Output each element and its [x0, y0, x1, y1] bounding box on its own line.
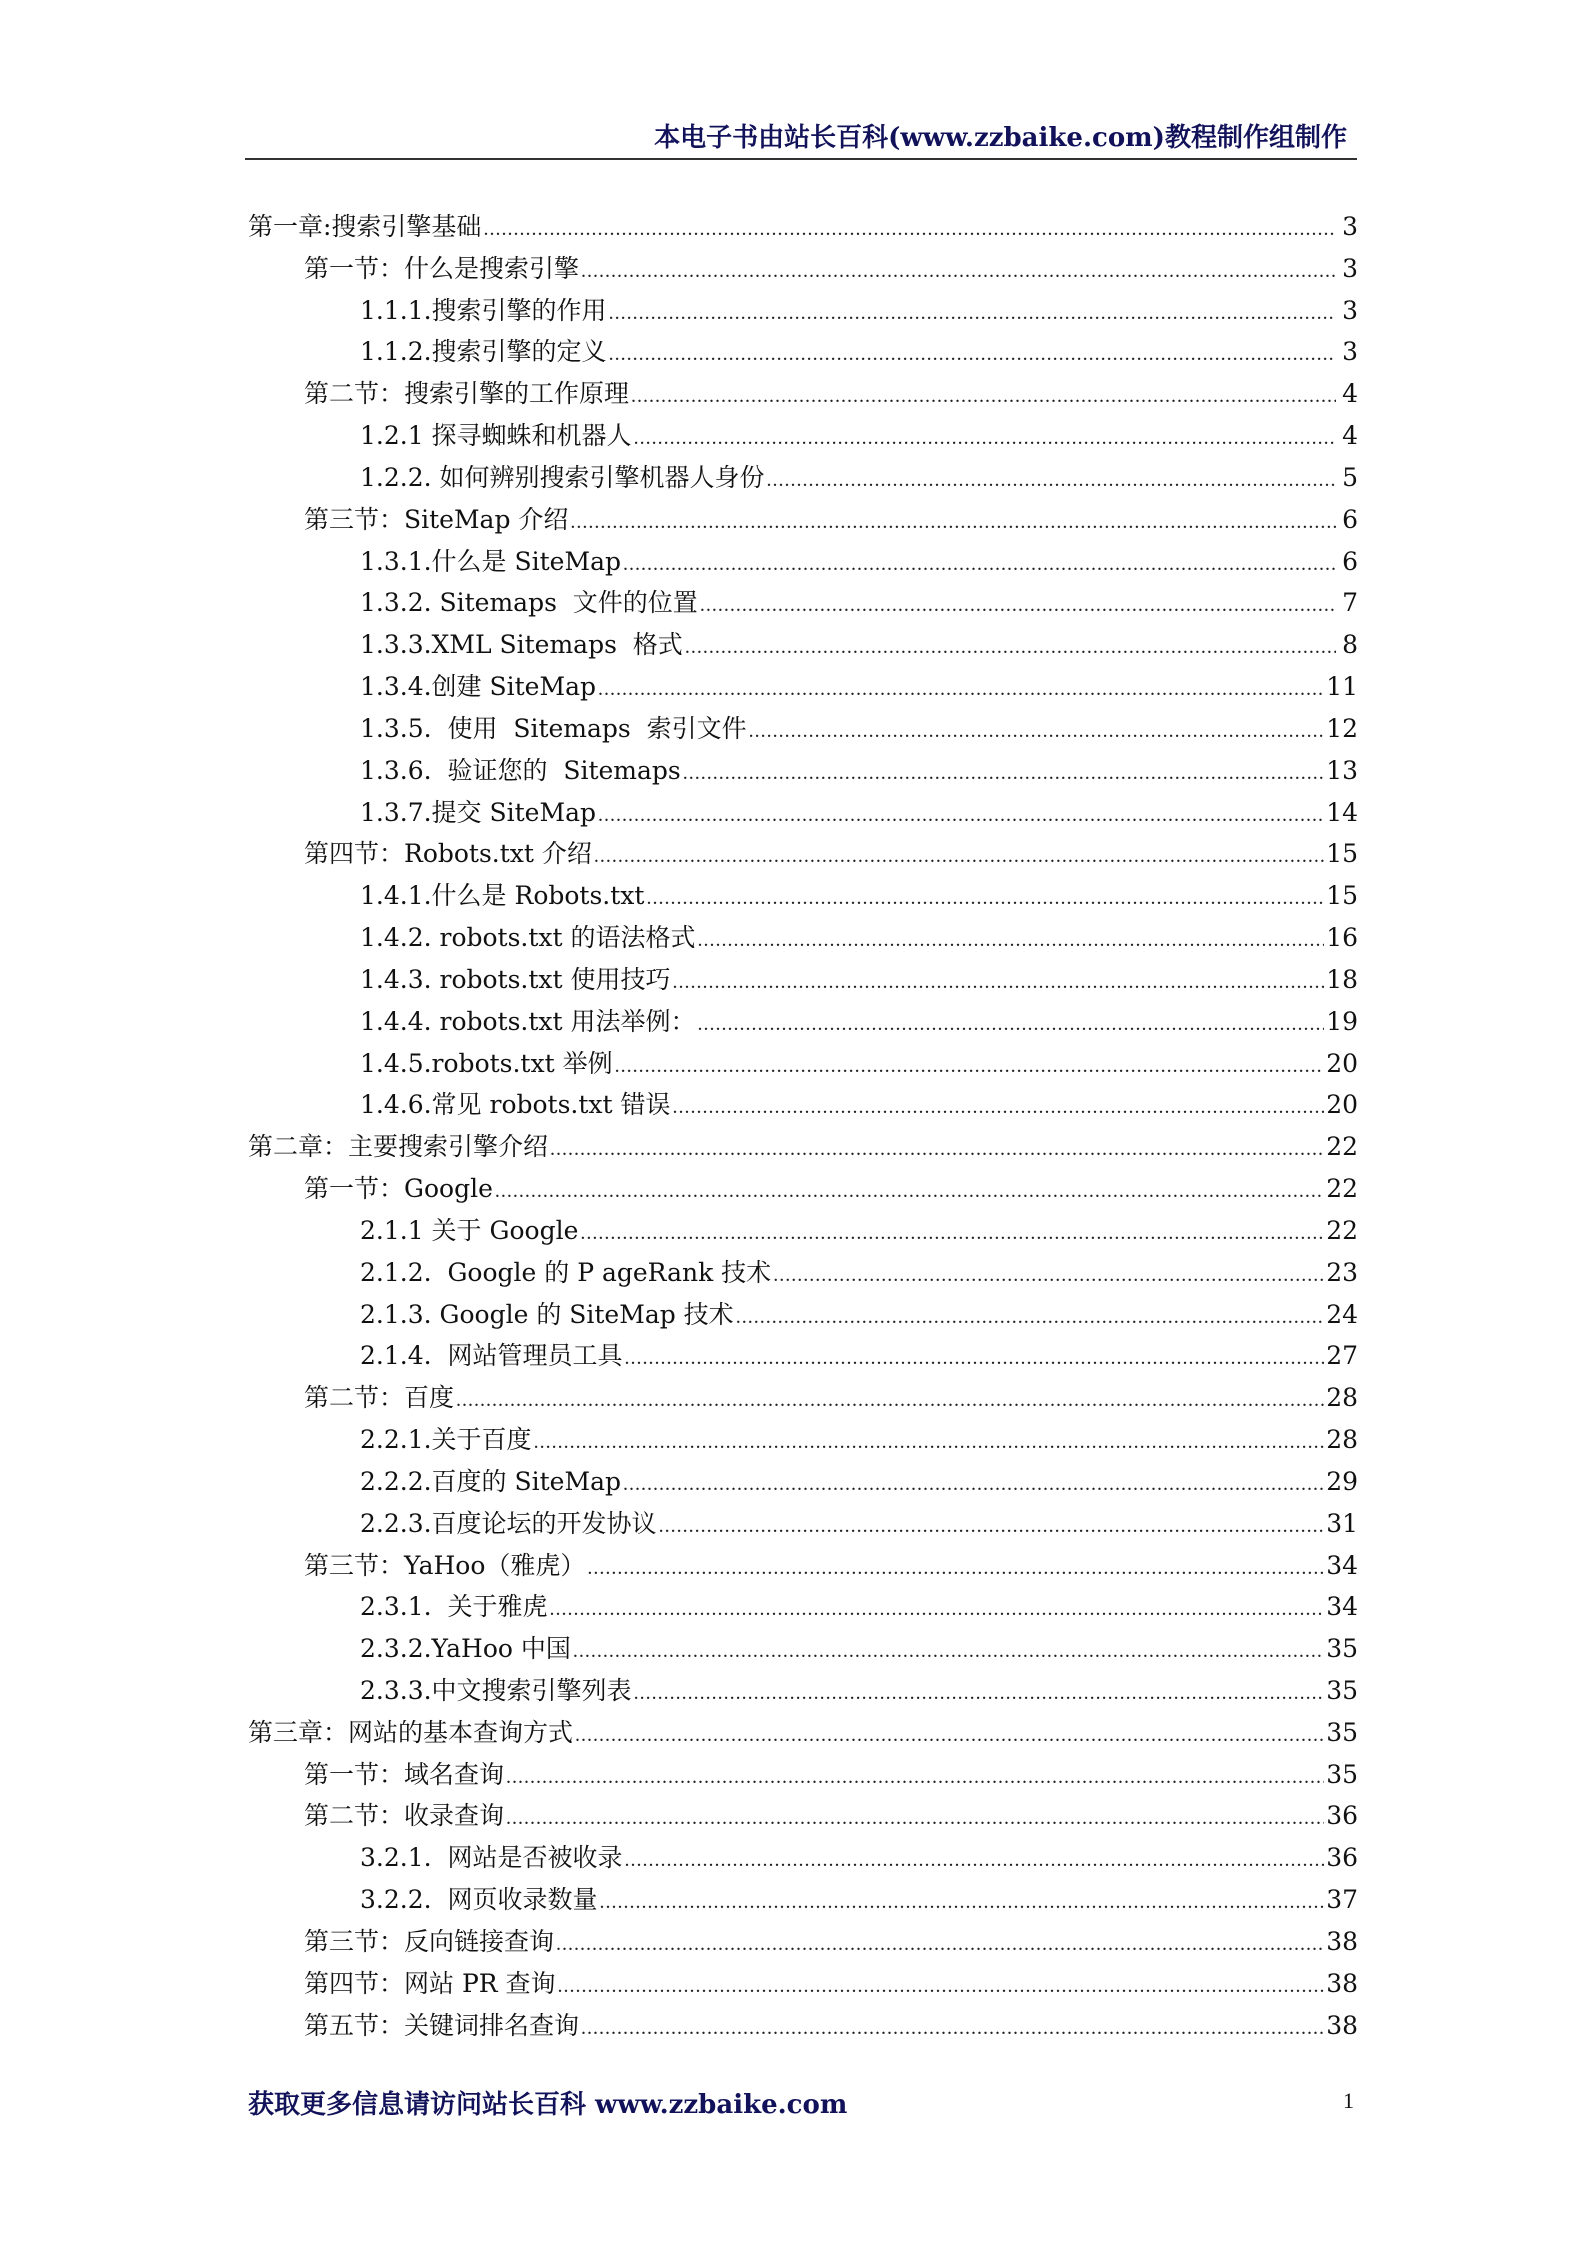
table-of-contents [248, 206, 1358, 2046]
toc-entry[interactable] [248, 1963, 1358, 2005]
toc-entry-page: 37 [1326, 1885, 1358, 1915]
toc-entry-label: 1.3.2. Sitemaps 文件的位置 [360, 588, 698, 618]
toc-entry[interactable] [248, 917, 1358, 959]
toc-entry[interactable] [248, 959, 1358, 1001]
toc-entry-page: 11 [1326, 672, 1358, 702]
toc-entry-page: 36 [1326, 1843, 1358, 1873]
toc-entry-page: 3 [1342, 212, 1358, 241]
toc-leader-dots [767, 460, 1336, 502]
toc-entry-page: 3 [1342, 253, 1358, 283]
toc-entry[interactable] [248, 331, 1358, 373]
toc-entry-page: 13 [1326, 755, 1358, 785]
toc-leader-dots [573, 1631, 1324, 1673]
toc-entry-label: 第一节：Google [304, 1174, 493, 1204]
toc-entry-page: 28 [1326, 1425, 1358, 1455]
toc-entry[interactable] [248, 1461, 1358, 1503]
toc-entry-label: 第三章：网站的基本查询方式 [248, 1717, 574, 1747]
toc-entry-label: 第三节：SiteMap 介绍 [304, 504, 569, 534]
toc-leader-dots [685, 627, 1336, 669]
toc-leader-dots [598, 795, 1324, 837]
toc-leader-dots [599, 1882, 1324, 1924]
toc-entry-label: 1.1.1.搜索引擎的作用 [360, 295, 607, 325]
toc-entry-page: 3 [1342, 295, 1358, 325]
toc-leader-dots [659, 1506, 1325, 1548]
toc-entry-page: 12 [1326, 713, 1358, 743]
toc-entry-label: 2.3.1. 关于雅虎 [360, 1592, 548, 1622]
toc-entry-label: 1.4.5.robots.txt 举例 [360, 1048, 613, 1078]
toc-entry[interactable] [248, 1126, 1358, 1168]
toc-leader-dots [549, 1589, 1324, 1631]
toc-entry[interactable] [248, 833, 1358, 875]
toc-entry-label: 第五节：关键词排名查询 [304, 2010, 580, 2040]
toc-entry-label: 2.1.4. 网站管理员工具 [360, 1341, 623, 1371]
toc-entry[interactable] [248, 1754, 1358, 1796]
toc-entry-label: 1.3.3.XML Sitemaps 格式 [360, 630, 683, 660]
toc-entry-label: 1.4.3. robots.txt 使用技巧 [360, 964, 671, 994]
toc-leader-dots [506, 1798, 1324, 1840]
toc-entry-page: 34 [1326, 1592, 1358, 1622]
toc-entry-page: 38 [1326, 2010, 1358, 2040]
toc-entry-page: 7 [1342, 588, 1358, 618]
toc-leader-dots [550, 1129, 1324, 1171]
toc-entry-label: 3.2.2. 网页收录数量 [360, 1885, 598, 1915]
toc-leader-dots [495, 1171, 1324, 1213]
toc-entry-page: 5 [1342, 462, 1358, 492]
toc-leader-dots [609, 293, 1336, 335]
toc-entry-page: 29 [1326, 1466, 1358, 1496]
toc-leader-dots [698, 920, 1325, 962]
toc-entry-page: 31 [1326, 1508, 1358, 1538]
toc-entry-label: 第四节：网站 PR 查询 [304, 1968, 556, 1998]
toc-leader-dots [673, 1087, 1325, 1129]
toc-leader-dots [634, 1673, 1325, 1715]
toc-entry-page: 20 [1326, 1048, 1358, 1078]
toc-leader-dots [624, 1338, 1324, 1380]
toc-entry-label: 1.3.6. 验证您的 Sitemaps [360, 755, 681, 785]
toc-entry[interactable] [248, 1043, 1358, 1085]
toc-entry[interactable] [248, 1837, 1358, 1879]
toc-entry-label: 1.3.7.提交 SiteMap [360, 797, 596, 827]
toc-leader-dots [609, 334, 1336, 376]
toc-entry-page: 22 [1326, 1132, 1358, 1162]
toc-entry[interactable] [248, 1335, 1358, 1377]
toc-entry-page: 36 [1326, 1801, 1358, 1831]
toc-entry-label: 1.3.5. 使用 Sitemaps 索引文件 [360, 713, 747, 743]
toc-entry-label: 第二节：收录查询 [304, 1801, 505, 1831]
page-header [245, 118, 1357, 160]
toc-entry[interactable] [248, 1252, 1358, 1294]
toc-entry[interactable] [248, 582, 1358, 624]
toc-leader-dots [698, 1004, 1325, 1046]
toc-entry[interactable] [248, 1084, 1358, 1126]
toc-entry-label: 2.3.2.YaHoo 中国 [360, 1634, 571, 1664]
toc-entry[interactable] [248, 1879, 1358, 1921]
toc-entry-label: 1.4.6.常见 robots.txt 错误 [360, 1090, 671, 1120]
toc-entry-page: 4 [1342, 379, 1358, 409]
toc-entry-label: 1.4.2. robots.txt 的语法格式 [360, 923, 696, 953]
toc-entry-label: 第四节：Robots.txt 介绍 [304, 839, 592, 869]
toc-entry[interactable] [248, 1586, 1358, 1628]
toc-entry-label: 第三节：反向链接查询 [304, 1926, 555, 1956]
toc-entry-label: 第一节：什么是搜索引擎 [304, 253, 580, 283]
toc-leader-dots [673, 962, 1325, 1004]
toc-entry-page: 19 [1326, 1006, 1358, 1036]
toc-entry-label: 1.3.1.什么是 SiteMap [360, 546, 621, 576]
toc-entry-label: 第二章：主要搜索引擎介绍 [248, 1132, 549, 1162]
toc-entry-label: 1.2.1 探寻蜘蛛和机器人 [360, 421, 632, 451]
toc-entry-label: 第三节：YaHoo（雅虎） [304, 1550, 586, 1580]
toc-entry-label: 1.1.2.搜索引擎的定义 [360, 337, 607, 367]
toc-leader-dots [556, 1924, 1324, 1966]
toc-leader-dots [700, 585, 1336, 627]
toc-leader-dots [483, 209, 1336, 251]
toc-entry-page: 38 [1326, 1968, 1358, 1998]
toc-entry-label: 1.4.1.什么是 Robots.txt [360, 881, 645, 911]
toc-entry[interactable] [248, 457, 1358, 499]
toc-entry-label: 3.2.1. 网站是否被收录 [360, 1843, 623, 1873]
toc-entry-label: 2.1.1 关于 Google [360, 1215, 579, 1245]
toc-entry-label: 1.4.4. robots.txt 用法举例： [360, 1006, 696, 1036]
toc-entry-page: 34 [1326, 1550, 1358, 1580]
toc-leader-dots [749, 711, 1325, 753]
header-text: 本电子书由站长百科(www.zzbaike.com)教程制作组制作 [654, 123, 1347, 153]
toc-entry-page: 27 [1326, 1341, 1358, 1371]
toc-leader-dots [594, 836, 1324, 878]
toc-entry-label: 1.2.2. 如何辨别搜索引擎机器人身份 [360, 462, 765, 492]
toc-entry-page: 35 [1326, 1759, 1358, 1789]
toc-entry[interactable] [248, 708, 1358, 750]
toc-leader-dots [598, 669, 1324, 711]
toc-entry[interactable] [248, 1168, 1358, 1210]
toc-leader-dots [506, 1757, 1324, 1799]
toc-leader-dots [736, 1297, 1325, 1339]
toc-entry[interactable] [248, 290, 1358, 332]
toc-entry[interactable] [248, 1712, 1358, 1754]
toc-entry-page: 35 [1326, 1675, 1358, 1705]
toc-entry-page: 8 [1342, 630, 1358, 660]
toc-entry-page: 24 [1326, 1299, 1358, 1329]
toc-entry[interactable] [248, 1670, 1358, 1712]
toc-leader-dots [581, 251, 1336, 293]
toc-leader-dots [683, 753, 1324, 795]
toc-leader-dots [773, 1255, 1324, 1297]
toc-entry-label: 2.2.2.百度的 SiteMap [360, 1466, 621, 1496]
toc-entry[interactable] [248, 248, 1358, 290]
toc-entry[interactable] [248, 666, 1358, 708]
toc-entry-page: 6 [1342, 546, 1358, 576]
toc-leader-dots [570, 502, 1336, 544]
toc-entry[interactable] [248, 415, 1358, 457]
toc-entry-page: 20 [1326, 1090, 1358, 1120]
toc-entry-page: 15 [1326, 839, 1358, 869]
toc-entry-page: 3 [1342, 337, 1358, 367]
toc-entry[interactable] [248, 1795, 1358, 1837]
toc-entry[interactable] [248, 373, 1358, 415]
toc-entry[interactable] [248, 1545, 1358, 1587]
toc-leader-dots [580, 1213, 1324, 1255]
toc-entry-label: 第一章:搜索引擎基础 [248, 212, 482, 241]
toc-leader-dots [534, 1422, 1325, 1464]
toc-leader-dots [615, 1046, 1325, 1088]
toc-leader-dots [558, 1966, 1325, 2008]
toc-entry-page: 28 [1326, 1383, 1358, 1413]
toc-entry-page: 18 [1326, 964, 1358, 994]
toc-entry-label: 第二节：搜索引擎的工作原理 [304, 379, 630, 409]
toc-entry[interactable] [248, 2005, 1358, 2047]
toc-entry-page: 14 [1326, 797, 1358, 827]
toc-entry-page: 16 [1326, 923, 1358, 953]
toc-leader-dots [575, 1715, 1324, 1757]
toc-entry[interactable] [248, 1628, 1358, 1670]
toc-entry-page: 22 [1326, 1174, 1358, 1204]
toc-entry[interactable] [248, 1001, 1358, 1043]
toc-entry[interactable] [248, 1503, 1358, 1545]
footer-text: 获取更多信息请访问站长百科 www.zzbaike.com [248, 2090, 848, 2120]
toc-entry-page: 15 [1326, 881, 1358, 911]
toc-entry-page: 38 [1326, 1926, 1358, 1956]
toc-entry-page: 22 [1326, 1215, 1358, 1245]
toc-leader-dots [581, 2008, 1324, 2050]
toc-entry-label: 2.1.3. Google 的 SiteMap 技术 [360, 1299, 734, 1329]
toc-entry[interactable] [248, 1921, 1358, 1963]
toc-leader-dots [623, 1464, 1324, 1506]
toc-leader-dots [587, 1548, 1324, 1590]
toc-entry-label: 第一节：域名查询 [304, 1759, 505, 1789]
toc-entry[interactable] [248, 1419, 1358, 1461]
toc-leader-dots [456, 1380, 1324, 1422]
toc-entry-label: 第二节：百度 [304, 1383, 455, 1413]
toc-entry-label: 1.3.4.创建 SiteMap [360, 672, 596, 702]
toc-leader-dots [646, 878, 1324, 920]
toc-entry[interactable] [248, 1294, 1358, 1336]
toc-entry[interactable] [248, 499, 1358, 541]
toc-entry[interactable] [248, 792, 1358, 834]
toc-entry-label: 2.3.3.中文搜索引擎列表 [360, 1675, 632, 1705]
toc-entry[interactable] [248, 541, 1358, 583]
toc-entry[interactable] [248, 750, 1358, 792]
page-number: 1 [1343, 2088, 1354, 2113]
toc-entry[interactable] [248, 206, 1358, 248]
toc-entry-page: 35 [1326, 1717, 1358, 1747]
toc-entry-page: 4 [1342, 421, 1358, 451]
toc-entry-page: 35 [1326, 1634, 1358, 1664]
toc-leader-dots [623, 544, 1336, 586]
toc-leader-dots [624, 1840, 1324, 1882]
toc-entry[interactable] [248, 1210, 1358, 1252]
toc-entry[interactable] [248, 1377, 1358, 1419]
toc-leader-dots [634, 418, 1336, 460]
toc-entry-label: 2.1.2. Google 的 P ageRank 技术 [360, 1257, 772, 1287]
toc-leader-dots [631, 376, 1336, 418]
toc-entry-page: 23 [1326, 1257, 1358, 1287]
toc-entry-label: 2.2.1.关于百度 [360, 1425, 532, 1455]
toc-entry[interactable] [248, 875, 1358, 917]
toc-entry[interactable] [248, 624, 1358, 666]
toc-entry-page: 6 [1342, 504, 1358, 534]
toc-entry-label: 2.2.3.百度论坛的开发协议 [360, 1508, 657, 1538]
